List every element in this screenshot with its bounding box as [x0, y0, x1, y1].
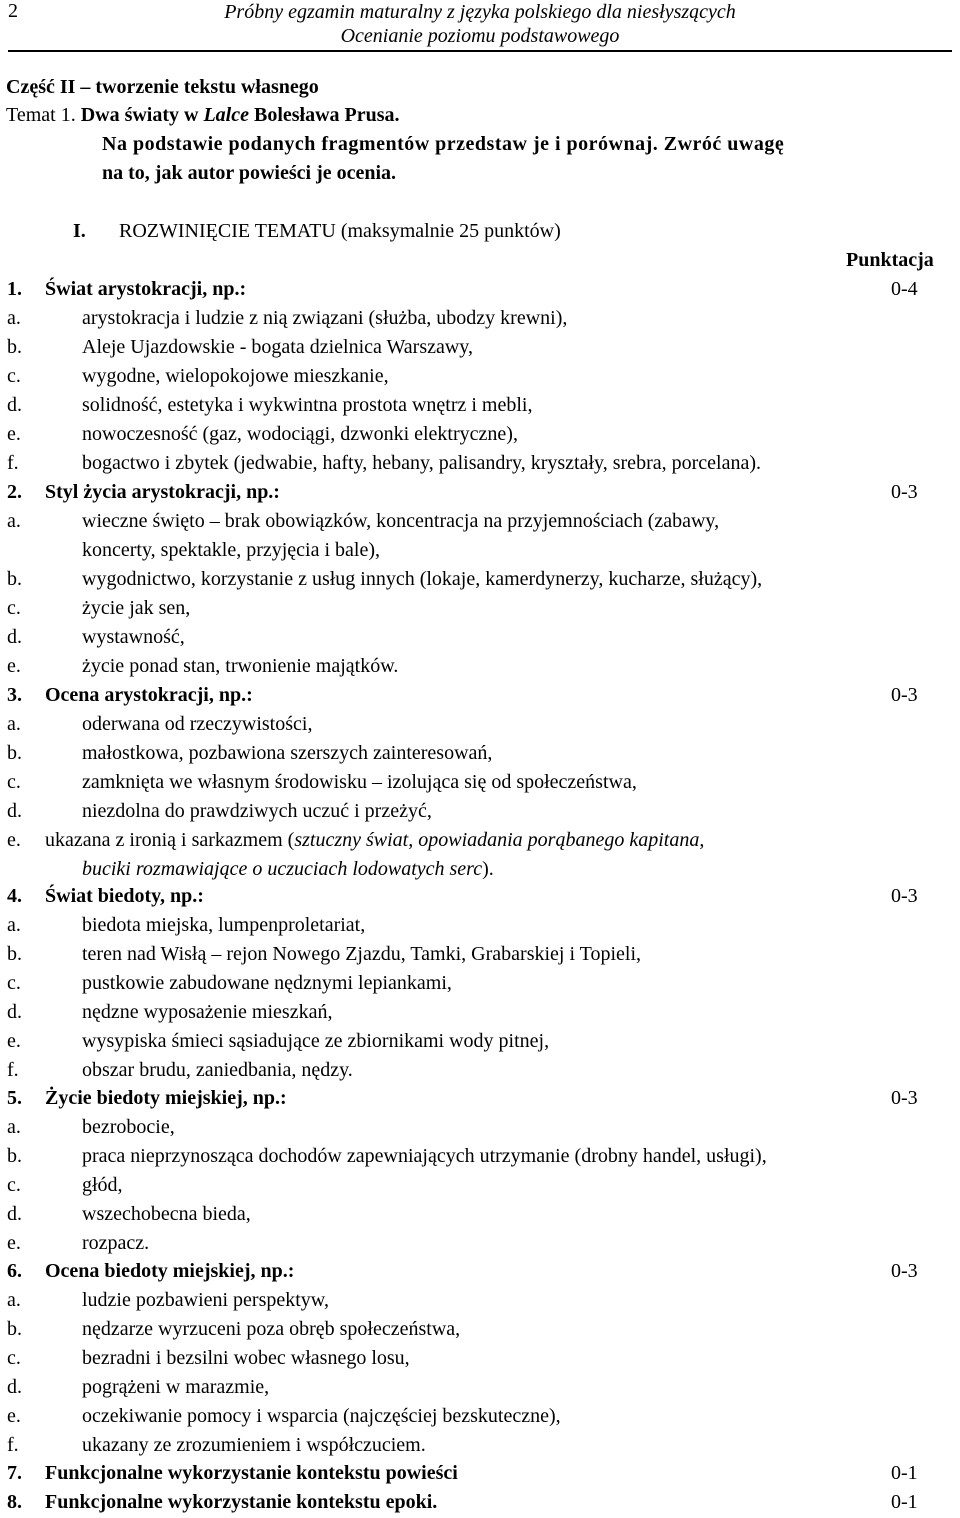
item-label: d. — [7, 626, 22, 648]
item-label: a. — [7, 713, 21, 735]
item-label: c. — [7, 1347, 21, 1369]
item-text: wszechobecna bieda, — [82, 1203, 251, 1225]
topic-title-b: Bolesława Prusa. — [249, 104, 400, 126]
item-text-continued — [82, 855, 494, 883]
item-label: d. — [7, 1001, 22, 1023]
item-label: a. — [7, 914, 21, 936]
item-label: b. — [7, 742, 22, 764]
item-text: życie ponad stan, trwonienie majątków. — [82, 655, 399, 677]
criterion-number: 5. — [7, 1087, 22, 1109]
item-label: c. — [7, 771, 21, 793]
criterion-score: 0-3 — [891, 1087, 918, 1109]
item-label: a. — [7, 307, 21, 329]
item-text: nędzne wyposażenie mieszkań, — [82, 1001, 333, 1023]
item-label: c. — [7, 597, 21, 619]
item-label: d. — [7, 1203, 22, 1225]
item-label: b. — [7, 1145, 22, 1167]
item-text: nowoczesność (gaz, wodociągi, dzwonki elektryczne), — [82, 423, 518, 445]
score-column-header: Punktacja — [846, 249, 934, 271]
criterion-number: 4. — [7, 885, 22, 907]
item-text: bezrobocie, — [82, 1116, 175, 1138]
item-text — [45, 826, 704, 854]
item-label: e. — [7, 1030, 21, 1052]
topic-instruction-1: Na podstawie podanych fragmentów przedstaw je i porównaj. Zwróć uwagę — [102, 133, 785, 155]
item-text-part: ). — [482, 858, 494, 880]
item-text: solidność, estetyka i wykwintna prostota wnętrz i mebli, — [82, 394, 533, 416]
item-label: b. — [7, 336, 22, 358]
item-label: a. — [7, 510, 21, 532]
item-text: ludzie pozbawieni perspektyw, — [82, 1289, 329, 1311]
item-label: e. — [7, 829, 21, 851]
item-label: a. — [7, 1116, 21, 1138]
item-label: e. — [7, 655, 21, 677]
item-label: d. — [7, 1376, 22, 1398]
criterion-score: 0-3 — [891, 885, 918, 907]
criterion-number: 1. — [7, 278, 22, 300]
topic-title — [6, 101, 400, 129]
item-label: f. — [7, 1434, 19, 1456]
criterion-number: 8. — [7, 1491, 22, 1513]
criterion-title: Funkcjonalne wykorzystanie kontekstu epoki. — [45, 1491, 438, 1513]
item-text: wieczne święto – brak obowiązków, koncentracja na przyjemnościach (zabawy, — [82, 510, 720, 532]
criterion-number: 2. — [7, 481, 22, 503]
item-label: e. — [7, 423, 21, 445]
criterion-score: 0-1 — [891, 1462, 918, 1484]
item-text: niezdolna do prawdziwych uczuć i przeżyć, — [82, 800, 432, 822]
item-label: b. — [7, 1318, 22, 1340]
item-label: c. — [7, 1174, 21, 1196]
item-text: oderwana od rzeczywistości, — [82, 713, 313, 735]
item-label: b. — [7, 568, 22, 590]
criterion-title: Życie biedoty miejskiej, np.: — [45, 1087, 287, 1109]
item-label: c. — [7, 365, 21, 387]
part-title: Część II – tworzenie tekstu własnego — [6, 76, 319, 98]
item-text: rozpacz. — [82, 1232, 150, 1254]
section-title: ROZWINIĘCIE TEMATU (maksymalnie 25 punktów) — [119, 220, 561, 242]
item-text: wygodne, wielopokojowe mieszkanie, — [82, 365, 389, 387]
criterion-score: 0-1 — [891, 1491, 918, 1513]
item-text: teren nad Wisłą – rejon Nowego Zjazdu, Tamki, Grabarskiej i Topieli, — [82, 943, 642, 965]
item-text: pustkowie zabudowane nędznymi lepiankami, — [82, 972, 452, 994]
item-text: bezradni i bezsilni wobec własnego losu, — [82, 1347, 410, 1369]
page-number: 2 — [8, 0, 18, 22]
item-text: zamknięta we własnym środowisku – izolująca się od społeczeństwa, — [82, 771, 637, 793]
criterion-title: Styl życia arystokracji, np.: — [45, 481, 280, 503]
item-text: życie jak sen, — [82, 597, 191, 619]
item-text-continued: koncerty, spektakle, przyjęcia i bale), — [82, 539, 381, 561]
header-divider — [8, 50, 952, 52]
item-text: wystawność, — [82, 626, 185, 648]
item-text: pogrążeni w marazmie, — [82, 1376, 270, 1398]
item-label: f. — [7, 1059, 19, 1081]
item-text: wygodnictwo, korzystanie z usług innych (lokaje, kamerdynerzy, kucharze, służący), — [82, 568, 763, 590]
criterion-score: 0-3 — [891, 1260, 918, 1282]
item-label: a. — [7, 1289, 21, 1311]
item-text: głód, — [82, 1174, 123, 1196]
criterion-title: Ocena biedoty miejskiej, np.: — [45, 1260, 295, 1282]
item-text: obszar brudu, zaniedbania, nędzy. — [82, 1059, 353, 1081]
section-number: I. — [73, 220, 86, 242]
item-label: d. — [7, 800, 22, 822]
topic-instruction-2: na to, jak autor powieści je ocenia. — [102, 162, 397, 184]
item-text-part: ukazana z ironią i sarkazmem ( — [45, 829, 295, 851]
criterion-number: 6. — [7, 1260, 22, 1282]
criterion-title: Świat arystokracji, np.: — [45, 278, 247, 300]
criterion-score: 0-3 — [891, 481, 918, 503]
item-text: arystokracja i ludzie z nią związani (służba, ubodzy krewni), — [82, 307, 568, 329]
item-label: c. — [7, 972, 21, 994]
item-text: Aleje Ujazdowskie - bogata dzielnica Warszawy, — [82, 336, 474, 358]
criterion-title: Świat biedoty, np.: — [45, 885, 204, 907]
item-label: e. — [7, 1232, 21, 1254]
topic-title-a: Dwa światy w — [80, 104, 204, 126]
item-text-quote: sztuczny świat, opowiadania porąbanego kapitana, — [294, 829, 705, 851]
item-label: e. — [7, 1405, 21, 1427]
header-title-line-2: Ocenianie poziomu podstawowego — [340, 25, 620, 47]
criterion-score: 0-4 — [891, 278, 918, 300]
item-label: f. — [7, 452, 19, 474]
criterion-title: Ocena arystokracji, np.: — [45, 684, 253, 706]
criterion-number: 7. — [7, 1462, 22, 1484]
item-text: oczekiwanie pomocy i wsparcia (najczęściej bezskuteczne), — [82, 1405, 561, 1427]
topic-title-em: Lalce — [203, 104, 249, 126]
item-text-quote: buciki rozmawiające o uczuciach lodowatych serc — [82, 858, 483, 880]
item-text: małostkowa, pozbawiona szerszych zainteresowań, — [82, 742, 493, 764]
item-text: praca nieprzynosząca dochodów zapewniających utrzymanie (drobny handel, usługi), — [82, 1145, 767, 1167]
item-text: nędzarze wyrzuceni poza obręb społeczeństwa, — [82, 1318, 461, 1340]
item-text: bogactwo i zbytek (jedwabie, hafty, hebany, palisandry, kryształy, srebra, porcelana). — [82, 452, 761, 474]
header-title-line-1: Próbny egzamin maturalny z języka polskiego dla niesłyszących — [224, 1, 736, 23]
topic-prefix: Temat 1. — [6, 104, 81, 126]
criterion-title: Funkcjonalne wykorzystanie kontekstu powieści — [45, 1462, 458, 1484]
item-text: ukazany ze zrozumieniem i współczuciem. — [82, 1434, 426, 1456]
criterion-number: 3. — [7, 684, 22, 706]
item-label: b. — [7, 943, 22, 965]
item-label: d. — [7, 394, 22, 416]
criterion-score: 0-3 — [891, 684, 918, 706]
item-text: biedota miejska, lumpenproletariat, — [82, 914, 366, 936]
item-text: wysypiska śmieci sąsiadujące ze zbiornikami wody pitnej, — [82, 1030, 550, 1052]
